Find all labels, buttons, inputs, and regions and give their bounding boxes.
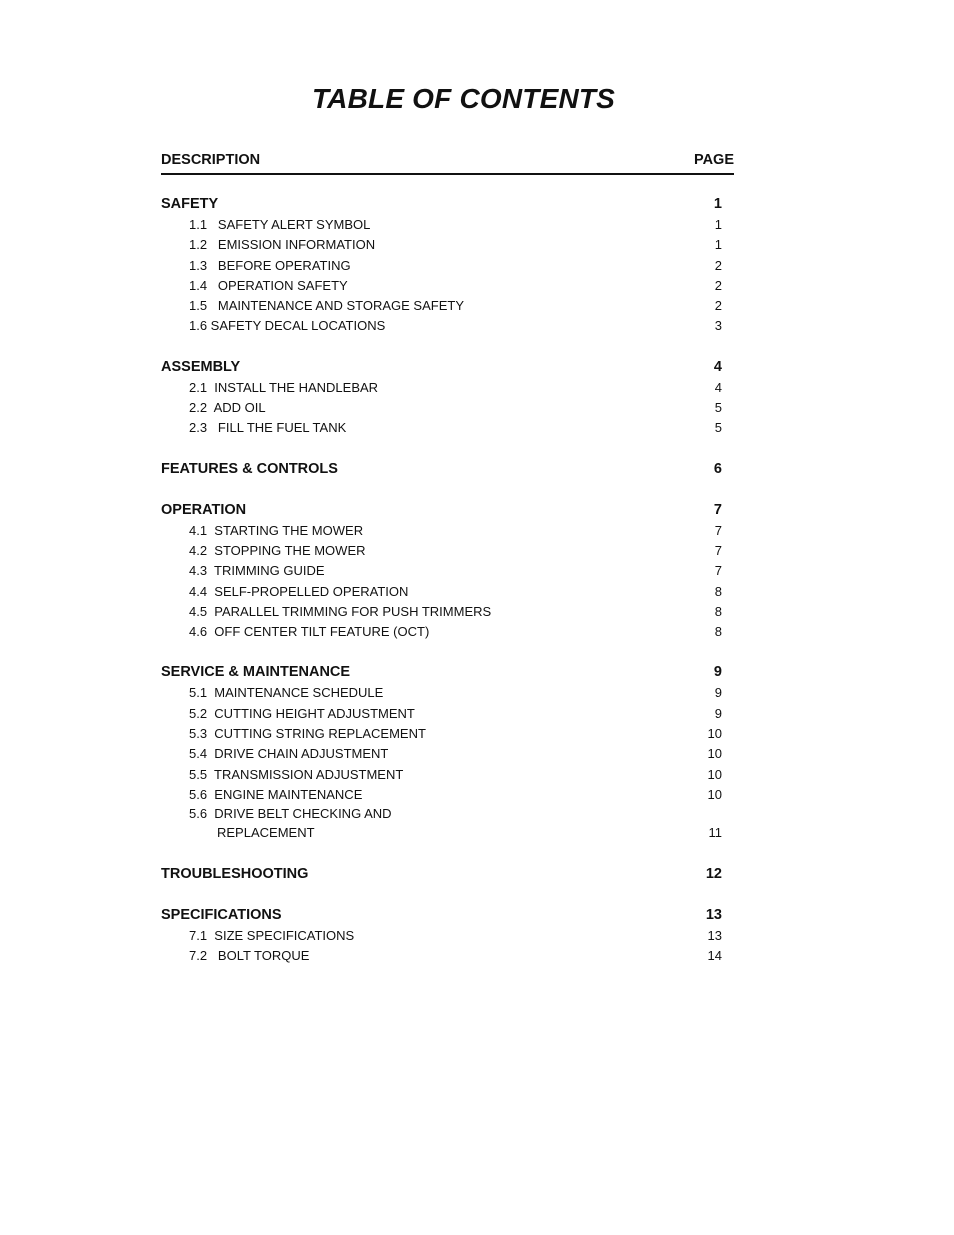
toc-subentry[interactable] — [161, 946, 722, 966]
toc-subentry[interactable] — [161, 744, 722, 764]
toc-entry-safety[interactable] — [161, 194, 722, 215]
table-of-contents — [161, 194, 722, 986]
subentry-label: 5.1 MAINTENANCE SCHEDULE — [189, 685, 384, 701]
page-number: 12 — [705, 865, 722, 882]
section-title: SAFETY — [161, 196, 219, 212]
page-title: TABLE OF CONTENTS — [311, 83, 616, 114]
toc-subentry[interactable] — [161, 296, 722, 316]
subentry-label: 5.2 CUTTING HEIGHT ADJUSTMENT — [189, 705, 415, 721]
page-number: 11 — [708, 825, 722, 841]
subentry-label: 1.2 EMISSION INFORMATION — [189, 237, 376, 253]
page-number: 8 — [714, 603, 722, 619]
subentry-label: 4.2 STOPPING THE MOWER — [189, 542, 366, 558]
description-column-label: DESCRIPTION — [161, 152, 261, 168]
subentry-label: 5.5 TRANSMISSION ADJUSTMENT — [189, 766, 404, 782]
toc-section-operation — [161, 500, 722, 643]
toc-subentry[interactable] — [161, 683, 722, 703]
toc-subentry[interactable] — [161, 704, 722, 724]
toc-subentry[interactable] — [161, 541, 722, 561]
toc-subentry[interactable] — [161, 521, 722, 541]
toc-subentry[interactable] — [161, 765, 722, 785]
toc-subentry[interactable] — [161, 785, 722, 805]
section-title: FEATURES & CONTROLS — [161, 460, 338, 477]
page-number: 7 — [713, 501, 722, 518]
toc-subentry[interactable] — [161, 276, 722, 296]
subentry-label: 5.3 CUTTING STRING REPLACEMENT — [189, 726, 426, 742]
toc-section-features-controls — [161, 459, 722, 480]
section-title: ASSEMBLY — [161, 358, 241, 375]
page-number: 13 — [707, 927, 722, 943]
toc-section-safety — [161, 194, 722, 337]
page-number: 1 — [714, 237, 722, 253]
page-number: 3 — [714, 318, 722, 334]
page-number: 13 — [705, 906, 722, 923]
subentry-label: 5.4 DRIVE CHAIN ADJUSTMENT — [189, 746, 389, 762]
page-number: 8 — [714, 583, 722, 599]
toc-section-assembly — [161, 357, 722, 439]
subentry-label: 2.3 FILL THE FUEL TANK — [189, 420, 347, 436]
toc-section-service-maintenance — [161, 662, 722, 843]
page-number: 2 — [714, 257, 722, 273]
page-number: 10 — [707, 746, 722, 762]
subentry-label: 2.2 ADD OIL — [189, 400, 266, 416]
section-title: OPERATION — [161, 501, 247, 518]
page-number: 6 — [713, 460, 722, 477]
page-column-label: PAGE — [693, 152, 734, 168]
toc-subentry[interactable] — [161, 418, 722, 438]
subentry-label: 5.6 ENGINE MAINTENANCE — [189, 786, 363, 802]
toc-subentry[interactable] — [161, 926, 722, 946]
toc-subentry[interactable] — [161, 378, 722, 398]
page-number: 7 — [714, 522, 722, 538]
toc-entry-service-maintenance[interactable] — [161, 662, 722, 683]
subentry-label: 4.3 TRIMMING GUIDE — [189, 563, 325, 579]
toc-column-header — [161, 151, 734, 175]
toc-subentry[interactable] — [161, 215, 722, 235]
section-title: SERVICE & MAINTENANCE — [161, 664, 351, 681]
page-number: 1 — [713, 196, 722, 212]
page-number: 4 — [714, 379, 722, 395]
subentry-label: REPLACEMENT — [217, 825, 315, 841]
toc-entry-operation[interactable] — [161, 500, 722, 521]
toc-subentry[interactable] — [161, 256, 722, 276]
toc-subentry[interactable] — [161, 582, 722, 602]
section-title: TROUBLESHOOTING — [161, 865, 309, 882]
subentry-label: 4.4 SELF-PROPELLED OPERATION — [189, 583, 409, 599]
subentry-label: 4.5 PARALLEL TRIMMING FOR PUSH TRIMMERS — [189, 603, 492, 619]
toc-subentry-wrapped-line2[interactable] — [161, 823, 722, 843]
toc-subentry[interactable] — [161, 561, 722, 581]
section-title: SPECIFICATIONS — [161, 906, 282, 923]
page-number: 5 — [714, 420, 722, 436]
page-number: 9 — [714, 705, 722, 721]
subentry-label: 4.6 OFF CENTER TILT FEATURE (OCT) — [189, 624, 430, 640]
page-number: 10 — [707, 766, 722, 782]
toc-section-specifications — [161, 905, 722, 967]
page-number: 8 — [714, 624, 722, 640]
page-number: 14 — [707, 947, 722, 963]
page-number: 5 — [714, 400, 722, 416]
toc-subentry[interactable] — [161, 235, 722, 255]
page-number: 2 — [714, 277, 722, 293]
toc-subentry[interactable] — [161, 398, 722, 418]
subentry-label: 1.4 OPERATION SAFETY — [189, 277, 348, 293]
toc-subentry[interactable] — [161, 622, 722, 642]
subentry-label: 1.3 BEFORE OPERATING — [189, 257, 351, 273]
subentry-label: 1.1 SAFETY ALERT SYMBOL — [189, 217, 371, 232]
page-number: 7 — [714, 563, 722, 579]
page-number: 10 — [707, 786, 722, 802]
subentry-label: 1.5 MAINTENANCE AND STORAGE SAFETY — [189, 298, 464, 314]
toc-subentry-wrapped-line1[interactable]: 5.6 DRIVE BELT CHECKING AND — [189, 806, 392, 822]
toc-subentry[interactable] — [161, 602, 722, 622]
page-number: 10 — [707, 726, 722, 742]
toc-entry-specifications[interactable] — [161, 905, 722, 926]
toc-subentry[interactable] — [161, 724, 722, 744]
toc-entry-troubleshooting[interactable] — [161, 864, 722, 885]
subentry-label: 7.2 BOLT TORQUE — [189, 947, 310, 963]
page-number: 9 — [714, 685, 722, 701]
page-number: 1 — [714, 217, 722, 232]
toc-entry-features-controls[interactable] — [161, 459, 722, 480]
page-number: 9 — [713, 664, 722, 681]
toc-subentry[interactable] — [161, 316, 722, 336]
toc-entry-assembly[interactable] — [161, 357, 722, 378]
subentry-label: 7.1 SIZE SPECIFICATIONS — [189, 927, 355, 943]
subentry-label: 4.1 STARTING THE MOWER — [189, 522, 364, 538]
page-number: 7 — [714, 542, 722, 558]
page-number: 4 — [713, 358, 722, 375]
toc-section-troubleshooting — [161, 864, 722, 885]
subentry-label: 2.1 INSTALL THE HANDLEBAR — [189, 379, 379, 395]
page-number: 2 — [714, 298, 722, 314]
subentry-label: 1.6 SAFETY DECAL LOCATIONS — [189, 318, 386, 334]
